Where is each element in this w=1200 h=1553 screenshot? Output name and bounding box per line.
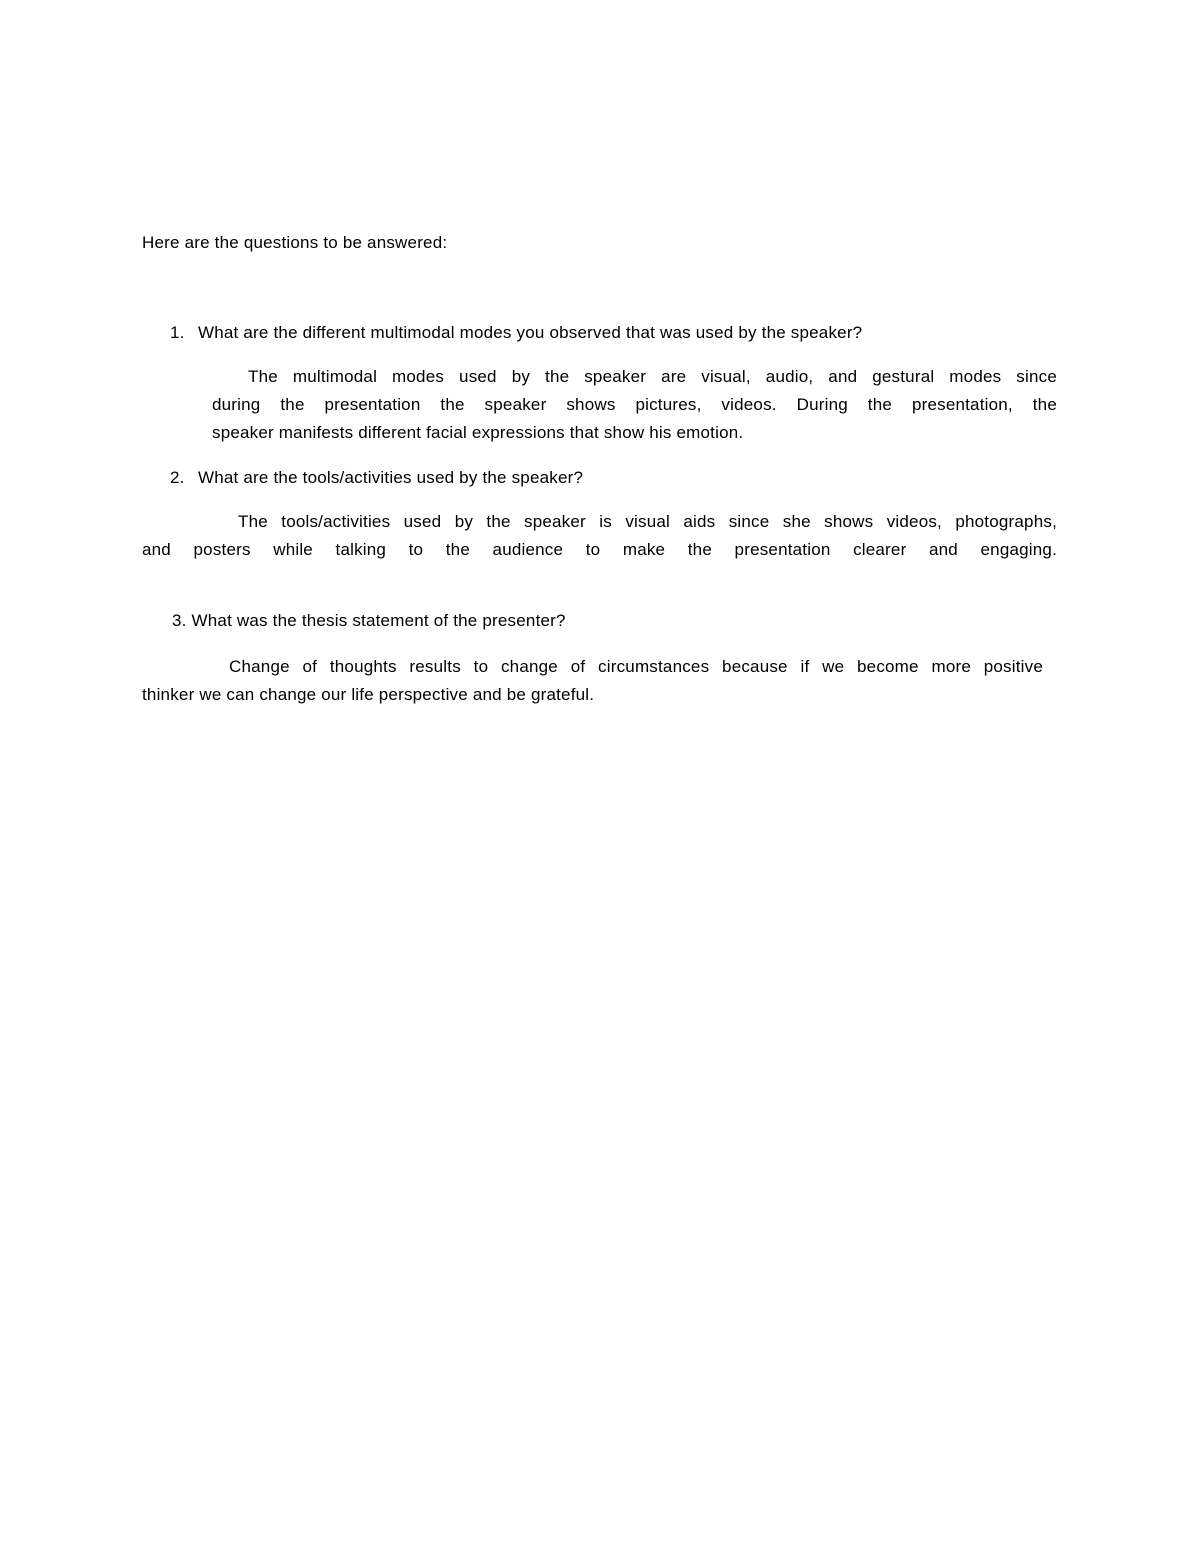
answer-1-line-2: during the presentation the speaker shows pictures, videos. During the presentation, the (212, 395, 1057, 414)
question-3-number: 3. (172, 611, 187, 630)
intro-text: Here are the questions to be answered: (142, 233, 448, 252)
question-1-number: 1. (170, 323, 185, 342)
answer-2-line-2: and posters while talking to the audience to make the presentation clearer and engaging. (142, 540, 1057, 559)
question-2-number: 2. (170, 468, 185, 487)
question-1-text: What are the different multimodal modes you observed that was used by the speaker? (198, 323, 863, 342)
answer-3-line-1: Change of thoughts results to change of circumstances because if we become more positive (229, 657, 1043, 676)
question-3 (172, 607, 566, 635)
question-2 (170, 464, 583, 492)
answer-1-line-3: speaker manifests different facial expressions that show his emotion. (212, 423, 744, 442)
answer-3-line-2: thinker we can change our life perspective and be grateful. (142, 685, 595, 704)
question-1 (170, 319, 862, 347)
answer-1-line-1: The multimodal modes used by the speaker are visual, audio, and gestural modes since (248, 367, 1057, 386)
question-3-text: What was the thesis statement of the presenter? (191, 611, 566, 630)
answer-2-line-1: The tools/activities used by the speaker is visual aids since she shows videos, photographs, (238, 512, 1057, 531)
question-2-text: What are the tools/activities used by the speaker? (198, 468, 584, 487)
